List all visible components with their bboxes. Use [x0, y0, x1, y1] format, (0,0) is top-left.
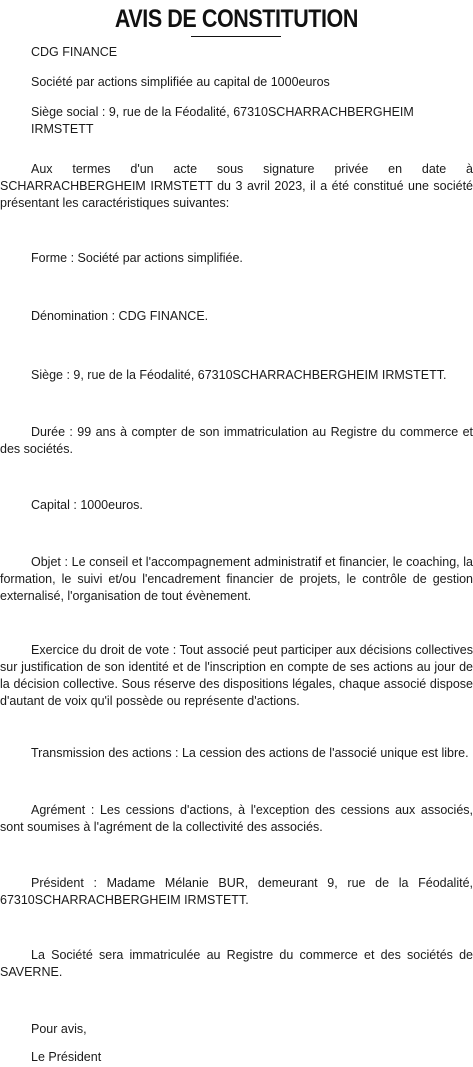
- company-name: CDG FINANCE: [31, 45, 118, 59]
- objet-paragraph: Objet : Le conseil et l'accompagnement administratif et financier, le coaching, la formation, le suivi et/ou l'encadrement financier de projets, le contrôle de gestion externalisé, l'organisation de tout évènement.: [0, 555, 473, 603]
- immatriculation-paragraph: La Société sera immatriculée au Registre du commerce et des sociétés de SAVERNE.: [0, 948, 473, 979]
- capital-paragraph: Capital : 1000euros.: [31, 498, 143, 512]
- notice-title: AVIS DE CONSTITUTION: [114, 5, 358, 33]
- signature-line: Le Président: [31, 1050, 102, 1064]
- siege-paragraph: Siège : 9, rue de la Féodalité, 67310SCHARRACHBERGHEIM IRMSTETT.: [31, 368, 447, 382]
- denomination-paragraph: Dénomination : CDG FINANCE.: [31, 309, 209, 323]
- vote-paragraph: Exercice du droit de vote : Tout associé peut participer aux décisions collectives sur justification de son identité et de l'inscription en compte de ses actions au jour de la décision collective. Sous réserve des dispositions légales, chaque associé dispose d'autant de voix qu'il possède ou représente d'actions.: [0, 643, 473, 708]
- transmission-paragraph: Transmission des actions : La cession des actions de l'associé unique est libre.: [31, 746, 469, 760]
- forme-paragraph: Forme : Société par actions simplifiée.: [31, 251, 243, 265]
- title-underline: [191, 36, 281, 37]
- registered-office-header-line: Siège social : 9, rue de la Féodalité, 67310SCHARRACHBERGHEIM IRMSTETT: [31, 105, 414, 136]
- pour-avis-line: Pour avis,: [31, 1022, 87, 1036]
- president-paragraph: Président : Madame Mélanie BUR, demeurant 9, rue de la Féodalité, 67310SCHARRACHBERGHEIM IRMSTETT.: [0, 876, 473, 907]
- capital-header-line: Société par actions simplifiée au capital de 1000euros: [31, 75, 330, 89]
- intro-paragraph: Aux termes d'un acte sous signature privée en date à SCHARRACHBERGHEIM IRMSTETT du 3 avril 2023, il a été constitué une société présentant les caractéristiques suivantes:: [0, 162, 473, 210]
- duree-paragraph: Durée : 99 ans à compter de son immatriculation au Registre du commerce et des sociétés.: [0, 425, 473, 456]
- agrement-paragraph: Agrément : Les cessions d'actions, à l'exception des cessions aux associés, sont soumises à l'agrément de la collectivité des associés.: [0, 803, 473, 834]
